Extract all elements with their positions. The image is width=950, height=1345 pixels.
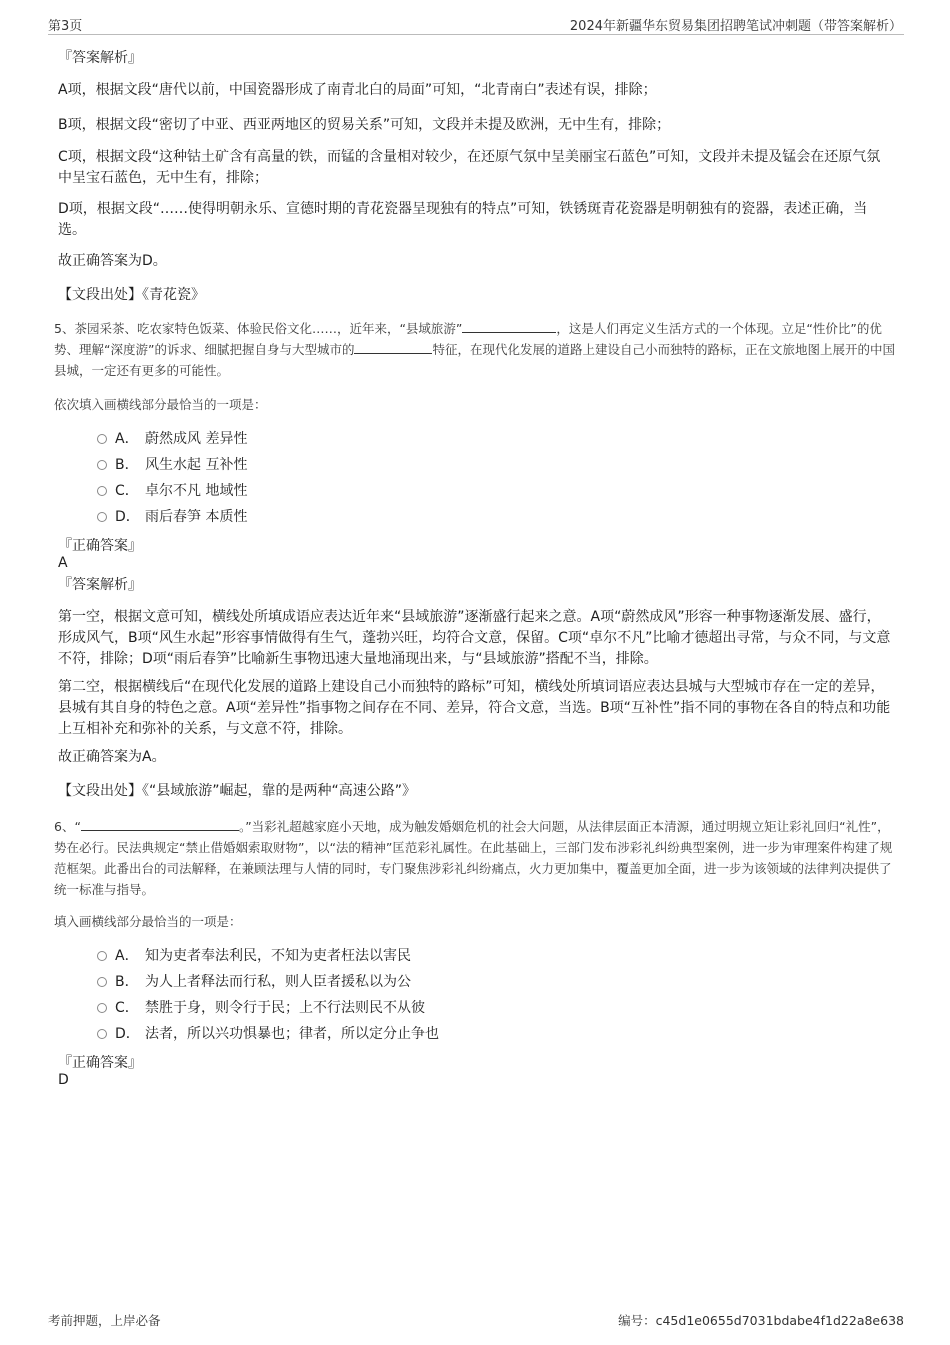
q6-stem [54,816,896,900]
q6-option-b[interactable]: B． 为人上者释法而行私，则人臣者援私以为公 [97,972,411,992]
radio-icon[interactable] [97,1003,107,1013]
q5-analysis-para-1: 第一空，根据文意可知，横线处所填成语应表达近年来“县域旅游”逐渐盛行起来之意。A项“蔚然成风”形容一种事物逐渐发展、盛行，形成风气，B项“风生水起”形容事情做得有生气，蓬勃兴旺，均符合文意，保留。C项“卓尔不凡”比喻才德超出寻常，与众不同，与文意不符，排除；D项“雨后春笋”比喻新生事物迅速大量地涌现出来，与“县域旅游”搭配不当，排除。 [58,609,891,667]
prev-source: 【文段出处】《青花瓷》 [58,287,205,303]
q5-answer-heading: 『正确答案』 [58,538,142,554]
document-title: 2024年新疆华东贸易集团招聘笔试冲刺题（带答案解析） [569,19,902,34]
page-footer [48,1311,904,1329]
radio-icon[interactable] [97,486,107,496]
q5-stem-part3: 特征，在现代化发展的道路上建设自己小而独特的路标，正在文旅地图上展开的中国县城，一定还有更多的可能性。 [54,342,895,378]
prev-analysis-para-b: B项，根据文段“密切了中亚、西亚两地区的贸易关系”可知，文段并未提及欧洲，无中生有，排除； [58,117,671,133]
radio-icon[interactable] [97,512,107,522]
radio-icon[interactable] [97,434,107,444]
footer-slogan: 考前押题，上岸必备 [48,1313,161,1328]
q6-answer: D [58,1072,69,1088]
q6-instruction: 填入画横线部分最恰当的一项是： [54,914,242,929]
q5-answer: A [58,555,68,571]
radio-icon[interactable] [97,977,107,987]
q5-source: 【文段出处】《“县域旅游”崛起，靠的是两种“高速公路”》 [58,783,417,799]
prev-analysis-para-a: A项，根据文段“唐代以前，中国瓷器形成了南青北白的局面”可知，“北青南白”表述有误，排除； [58,82,657,98]
prev-analysis-para-d: D项，根据文段“……使得明朝永乐、宣德时期的青花瓷器呈现独有的特点”可知，铁锈斑青花瓷器是明朝独有的瓷器，表述正确，当选。 [58,201,868,238]
q6-stem-part1: 6、“ [54,819,81,834]
q6-option-d[interactable]: D． 法者，所以兴功惧暴也；律者，所以定分止争也 [97,1024,439,1044]
q5-instruction: 依次填入画横线部分最恰当的一项是： [54,397,267,412]
radio-icon[interactable] [97,951,107,961]
radio-icon[interactable] [97,460,107,470]
q5-option-c[interactable]: C． 卓尔不凡 地域性 [97,481,247,501]
q5-option-b[interactable]: B． 风生水起 互补性 [97,455,247,475]
q5-stem-part2: ，这是人们再定义生活方式的一个体现。立足“性价比”的优势、理解“深度游”的诉求、细腻把握自身与大型城市的 [54,321,882,357]
q6-blank [81,818,239,831]
page-header [48,14,904,35]
q5-stem [54,318,896,381]
q5-blank-2 [354,341,432,354]
q5-option-a[interactable]: A． 蔚然成风 差异性 [97,429,247,449]
q5-analysis-heading: 『答案解析』 [58,577,142,593]
q5-blank-1 [462,320,556,333]
q6-answer-heading: 『正确答案』 [58,1055,142,1071]
prev-analysis-heading: 『答案解析』 [58,50,142,66]
q6-stem-part2: 。”当彩礼超越家庭小天地，成为触发婚姻危机的社会大问题，从法律层面正本清源，通过明规立矩让彩礼回归“礼性”，势在必行。民法典规定“禁止借婚姻索取财物”，以“法的精神”匡范彩礼属性。在此基础上，三部门发布涉彩礼纠纷典型案例，进一步为审理案件构建了规范框架。此番出台的司法解释，在兼顾法理与人情的同时，专门聚焦涉彩礼纠纷痛点，火力更加集中，覆盖更加全面，进一步为该领域的法律判决提供了统一标准与指导。 [54,819,893,897]
q5-analysis-para-2: 第二空，根据横线后“在现代化发展的道路上建设自己小而独特的路标”可知，横线处所填词语应表达县城与大型城市存在一定的差异，县城有其自身的特色之意。A项“差异性”指事物之间存在不同、差异，符合文意，当选。B项“互补性”指不同的事物在各自的特点和功能上互相补充和弥补的关系，与文意不符，排除。 [58,679,891,737]
radio-icon[interactable] [97,1029,107,1039]
prev-analysis-para-c: C项，根据文段“这种钴土矿含有高量的铁，而锰的含量相对较少，在还原气氛中呈美丽宝石蓝色”可知，文段并未提及锰会在还原气氛中呈宝石蓝色，无中生有，排除； [58,149,881,186]
prev-answer-statement: 故正确答案为D。 [58,253,167,269]
q6-option-c[interactable]: C． 禁胜于身，则令行于民；上不行法则民不从彼 [97,998,425,1018]
q6-option-a[interactable]: A． 知为吏者奉法利民，不知为吏者枉法以害民 [97,946,411,966]
page-number: 第3页 [48,19,83,34]
q5-stem-part1: 5、茶园采茶、吃农家特色饭菜、体验民俗文化……，近年来，“县域旅游” [54,321,463,336]
q5-option-d[interactable]: D． 雨后春笋 本质性 [97,507,247,527]
document-code: 编号：c45d1e0655d7031bdabe4f1d22a8e638 [618,1313,904,1328]
q5-answer-statement: 故正确答案为A。 [58,749,166,765]
